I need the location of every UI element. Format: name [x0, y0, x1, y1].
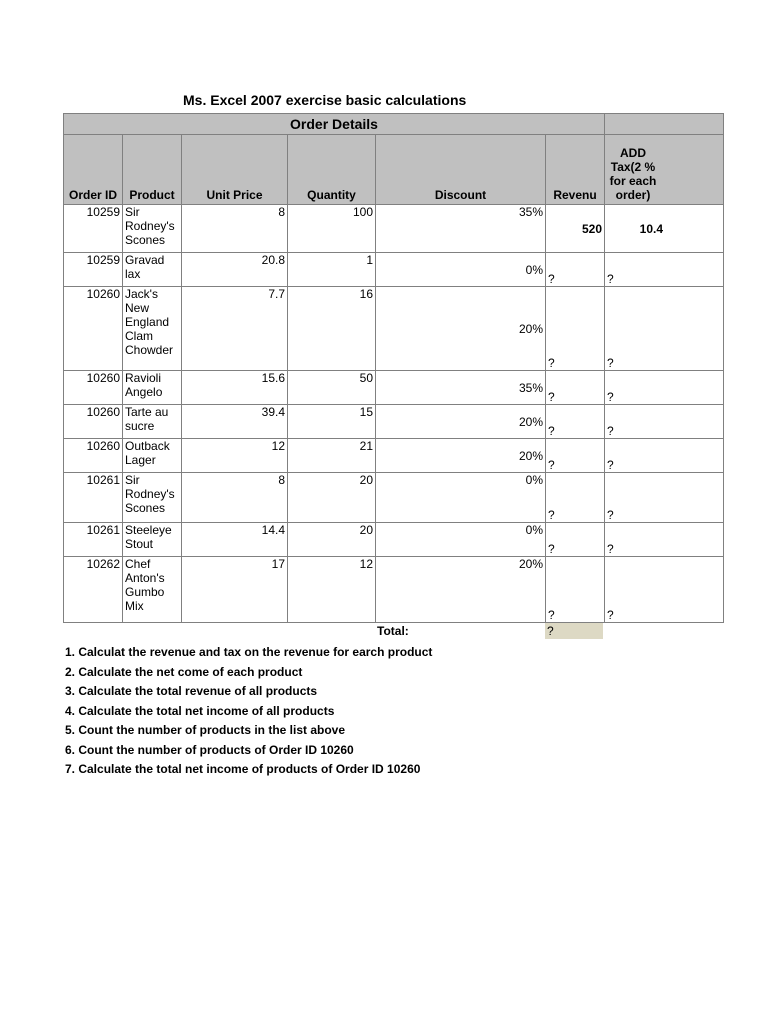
cell-quantity[interactable]: 100 — [288, 205, 376, 253]
cell-product[interactable]: Gravad lax — [123, 253, 182, 287]
band-extra — [605, 114, 724, 135]
cell-revenue[interactable]: ? — [546, 439, 605, 473]
table-row — [64, 405, 724, 439]
sheet-title: Ms. Excel 2007 exercise basic calculations — [183, 92, 467, 108]
cell-discount[interactable]: 35% — [376, 371, 546, 405]
table-row — [64, 287, 724, 371]
cell-unit-price[interactable]: 15.6 — [182, 371, 288, 405]
cell-quantity[interactable]: 50 — [288, 371, 376, 405]
total-label: Total: — [377, 624, 409, 638]
task-item: 5. Count the number of products in the list above — [65, 723, 346, 737]
cell-product[interactable]: Jack's New England Clam Chowder — [123, 287, 182, 371]
cell-order-id[interactable]: 10260 — [64, 287, 123, 371]
header-tax[interactable] — [605, 135, 724, 205]
cell-quantity[interactable]: 1 — [288, 253, 376, 287]
cell-discount[interactable]: 20% — [376, 287, 546, 371]
cell-product[interactable]: Steeleye Stout — [123, 523, 182, 557]
cell-unit-price[interactable]: 14.4 — [182, 523, 288, 557]
task-item: 3. Calculate the total revenue of all products — [65, 684, 318, 698]
cell-product[interactable]: Chef Anton's Gumbo Mix — [123, 557, 182, 623]
header-product[interactable]: Product — [123, 135, 182, 205]
cell-unit-price[interactable]: 17 — [182, 557, 288, 623]
table-row — [64, 557, 724, 623]
cell-order-id[interactable]: 10260 — [64, 405, 123, 439]
header-discount[interactable]: Discount — [376, 135, 546, 205]
cell-quantity[interactable]: 21 — [288, 439, 376, 473]
task-list — [65, 643, 432, 780]
cell-product[interactable]: Sir Rodney's Scones — [123, 473, 182, 523]
cell-unit-price[interactable]: 12 — [182, 439, 288, 473]
task-item: 2. Calculate the net come of each product — [65, 664, 303, 679]
header-quantity[interactable]: Quantity — [288, 135, 376, 205]
task-item: 4. Calculate the total net income of all products — [65, 703, 335, 718]
cell-discount[interactable]: 0% — [376, 473, 546, 523]
table-body — [64, 205, 724, 623]
cell-order-id[interactable]: 10261 — [64, 473, 123, 523]
cell-tax[interactable]: ? — [605, 473, 724, 523]
cell-unit-price[interactable]: 8 — [182, 205, 288, 253]
cell-revenue[interactable]: ? — [546, 253, 605, 287]
cell-discount[interactable]: 0% — [376, 253, 546, 287]
cell-product[interactable]: Outback Lager — [123, 439, 182, 473]
band-order-details: Order Details — [64, 114, 605, 135]
cell-tax[interactable]: ? — [605, 557, 724, 623]
task-item: 6. Count the number of products of Order ID 10260 — [65, 742, 354, 757]
cell-tax[interactable]: ? — [605, 253, 724, 287]
cell-quantity[interactable]: 16 — [288, 287, 376, 371]
cell-order-id[interactable]: 10262 — [64, 557, 123, 623]
cell-discount[interactable]: 0% — [376, 523, 546, 557]
cell-unit-price[interactable]: 39.4 — [182, 405, 288, 439]
cell-revenue[interactable]: ? — [546, 557, 605, 623]
task-item: 1. Calculat the revenue and tax on the revenue for earch product — [65, 645, 433, 659]
cell-unit-price[interactable]: 8 — [182, 473, 288, 523]
cell-quantity[interactable]: 20 — [288, 473, 376, 523]
cell-discount[interactable]: 20% — [376, 439, 546, 473]
cell-revenue[interactable]: 520 — [546, 205, 605, 253]
cell-tax[interactable]: ? — [605, 523, 724, 557]
cell-discount[interactable]: 20% — [376, 405, 546, 439]
cell-unit-price[interactable]: 20.8 — [182, 253, 288, 287]
cell-discount[interactable]: 20% — [376, 557, 546, 623]
cell-order-id[interactable]: 10260 — [64, 439, 123, 473]
table-row — [64, 371, 724, 405]
table-row — [64, 253, 724, 287]
cell-unit-price[interactable]: 7.7 — [182, 287, 288, 371]
cell-tax[interactable]: ? — [605, 405, 724, 439]
header-unit-price[interactable]: Unit Price — [182, 135, 288, 205]
cell-product[interactable]: Sir Rodney's Scones — [123, 205, 182, 253]
table-row — [64, 205, 724, 253]
cell-quantity[interactable]: 20 — [288, 523, 376, 557]
header-order-id[interactable]: Order ID — [64, 135, 123, 205]
cell-revenue[interactable]: ? — [546, 523, 605, 557]
cell-tax[interactable]: 10.4 — [605, 205, 724, 253]
cell-order-id[interactable]: 10259 — [64, 205, 123, 253]
cell-tax[interactable]: ? — [605, 287, 724, 371]
header-tax-text: ADD Tax(2 % for each order) — [609, 146, 657, 202]
cell-product[interactable]: Ravioli Angelo — [123, 371, 182, 405]
cell-order-id[interactable]: 10260 — [64, 371, 123, 405]
cell-order-id[interactable]: 10259 — [64, 253, 123, 287]
cell-revenue[interactable]: ? — [546, 371, 605, 405]
cell-order-id[interactable]: 10261 — [64, 523, 123, 557]
table-row — [64, 523, 724, 557]
cell-tax[interactable]: ? — [605, 371, 724, 405]
table-row — [64, 473, 724, 523]
total-revenue-cell[interactable]: ? — [545, 623, 603, 639]
cell-revenue[interactable]: ? — [546, 287, 605, 371]
cell-revenue[interactable]: ? — [546, 473, 605, 523]
order-details-table — [63, 113, 724, 623]
cell-discount[interactable]: 35% — [376, 205, 546, 253]
cell-product[interactable]: Tarte au sucre — [123, 405, 182, 439]
cell-revenue[interactable]: ? — [546, 405, 605, 439]
cell-tax[interactable]: ? — [605, 439, 724, 473]
cell-quantity[interactable]: 15 — [288, 405, 376, 439]
task-item: 7. Calculate the total net income of products of Order ID 10260 — [65, 762, 421, 776]
header-revenue[interactable]: Revenu — [546, 135, 605, 205]
table-row — [64, 439, 724, 473]
cell-quantity[interactable]: 12 — [288, 557, 376, 623]
